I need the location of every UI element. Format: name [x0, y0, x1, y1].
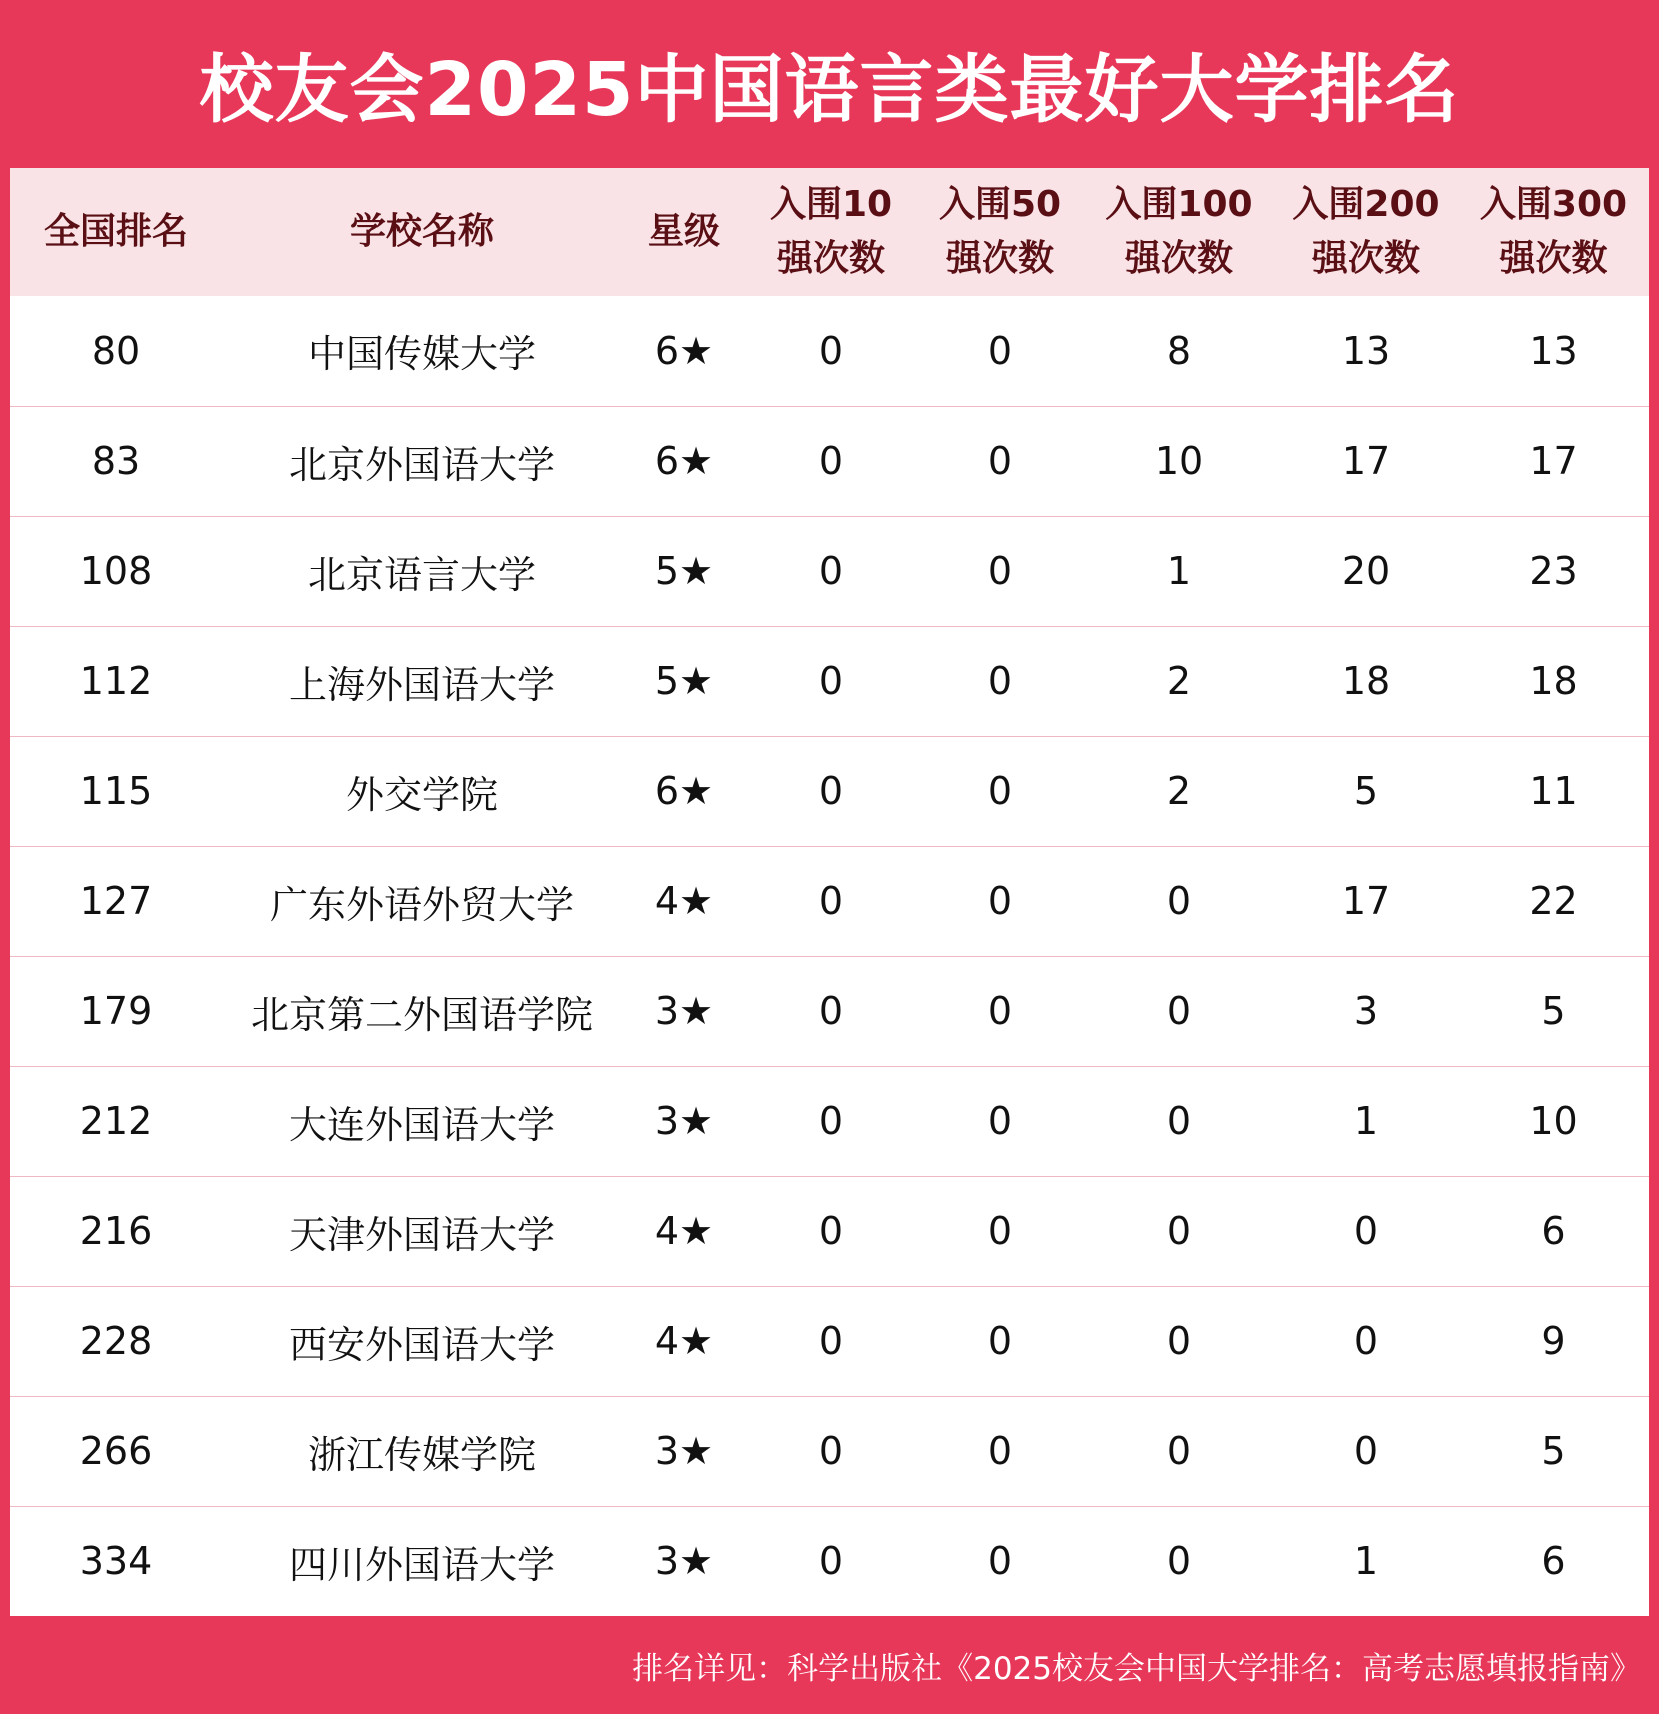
cell-top50: 0	[916, 626, 1084, 736]
cell-school-name: 大连外国语大学	[222, 1066, 622, 1176]
cell-top10: 0	[746, 1396, 916, 1506]
cell-top300: 13	[1458, 296, 1649, 406]
ranking-table-panel	[10, 168, 1649, 1616]
cell-top50: 0	[916, 1396, 1084, 1506]
header-national-rank: 全国排名	[43, 211, 188, 252]
cell-top100: 0	[1084, 1396, 1274, 1506]
cell-top200: 0	[1274, 1396, 1458, 1506]
cell-top100: 0	[1084, 846, 1274, 956]
cell-top50: 0	[916, 846, 1084, 956]
table-body	[10, 296, 1649, 1616]
cell-top200: 13	[1274, 296, 1458, 406]
cell-school-name: 北京第二外国语学院	[222, 956, 622, 1066]
table-row	[10, 1066, 1649, 1176]
cell-school-name: 广东外语外贸大学	[222, 846, 622, 956]
cell-rank: 266	[10, 1396, 222, 1506]
header-top200-count: 入围200 强次数	[1292, 184, 1440, 279]
table-header-row	[10, 168, 1649, 296]
cell-top10: 0	[746, 956, 916, 1066]
table-row	[10, 846, 1649, 956]
cell-top100: 1	[1084, 516, 1274, 626]
cell-star-level: 3★	[622, 1066, 746, 1176]
table-row	[10, 1176, 1649, 1286]
cell-top200: 3	[1274, 956, 1458, 1066]
cell-top200: 17	[1274, 406, 1458, 516]
cell-top10: 0	[746, 626, 916, 736]
cell-top100: 10	[1084, 406, 1274, 516]
table-row	[10, 1396, 1649, 1506]
cell-star-level: 4★	[622, 1176, 746, 1286]
cell-star-level: 4★	[622, 1286, 746, 1396]
cell-top100: 2	[1084, 626, 1274, 736]
cell-star-level: 5★	[622, 626, 746, 736]
cell-top300: 5	[1458, 956, 1649, 1066]
cell-school-name: 四川外国语大学	[288, 1542, 555, 1587]
cell-top300: 23	[1458, 516, 1649, 626]
header-top10-count: 入围10 强次数	[769, 184, 893, 279]
cell-top300: 11	[1458, 736, 1649, 846]
cell-top300: 6	[1541, 1539, 1566, 1584]
cell-top10: 0	[746, 846, 916, 956]
cell-top200: 20	[1274, 516, 1458, 626]
cell-rank: 80	[10, 296, 222, 406]
cell-top100: 0	[1084, 1286, 1274, 1396]
cell-top50: 0	[987, 1539, 1013, 1584]
cell-top100: 8	[1084, 296, 1274, 406]
cell-top200: 0	[1274, 1286, 1458, 1396]
cell-top300: 6	[1458, 1176, 1649, 1286]
cell-top50: 0	[916, 296, 1084, 406]
cell-top10: 0	[746, 296, 916, 406]
cell-top100: 2	[1084, 736, 1274, 846]
header-top50-count: 入围50 强次数	[938, 184, 1062, 279]
table-row	[10, 296, 1649, 406]
cell-star-level: 6★	[622, 296, 746, 406]
cell-rank: 228	[10, 1286, 222, 1396]
cell-top100: 0	[1166, 1539, 1192, 1584]
cell-top300: 18	[1458, 626, 1649, 736]
cell-top10: 0	[746, 1286, 916, 1396]
cell-rank: 212	[10, 1066, 222, 1176]
cell-star-level: 3★	[622, 956, 746, 1066]
header-top100-count: 入围100 强次数	[1105, 184, 1253, 279]
source-footnote: 排名详见：科学出版社《2025校友会中国大学排名：高考志愿填报指南》	[632, 1650, 1641, 1687]
cell-top10: 0	[746, 1176, 916, 1286]
cell-top100: 0	[1084, 956, 1274, 1066]
cell-top10: 0	[746, 406, 916, 516]
cell-top10: 0	[818, 1539, 844, 1584]
cell-school-name: 上海外国语大学	[222, 626, 622, 736]
cell-school-name: 外交学院	[222, 736, 622, 846]
table-row	[10, 1286, 1649, 1396]
cell-star-level: 6★	[622, 406, 746, 516]
cell-rank: 334	[79, 1539, 153, 1584]
table-row	[10, 626, 1649, 736]
table-row	[10, 736, 1649, 846]
cell-top50: 0	[916, 516, 1084, 626]
cell-top10: 0	[746, 736, 916, 846]
cell-star-level: 3★	[622, 1396, 746, 1506]
cell-top100: 0	[1084, 1066, 1274, 1176]
cell-rank: 108	[10, 516, 222, 626]
cell-school-name: 浙江传媒学院	[222, 1396, 622, 1506]
cell-star-level: 3★	[654, 1539, 714, 1584]
cell-top200: 17	[1274, 846, 1458, 956]
cell-rank: 83	[10, 406, 222, 516]
cell-top200: 0	[1274, 1176, 1458, 1286]
cell-top100: 0	[1084, 1176, 1274, 1286]
table-row	[10, 406, 1649, 516]
ranking-table	[10, 168, 1649, 1616]
cell-top50: 0	[916, 406, 1084, 516]
cell-rank: 179	[10, 956, 222, 1066]
cell-star-level: 6★	[622, 736, 746, 846]
table-row	[10, 956, 1649, 1066]
cell-rank: 115	[10, 736, 222, 846]
header-star-level: 星级	[647, 211, 720, 252]
cell-top300: 10	[1458, 1066, 1649, 1176]
cell-top50: 0	[916, 956, 1084, 1066]
cell-school-name: 北京语言大学	[222, 516, 622, 626]
cell-star-level: 4★	[622, 846, 746, 956]
cell-school-name: 西安外国语大学	[222, 1286, 622, 1396]
cell-top200: 18	[1274, 626, 1458, 736]
cell-rank: 127	[10, 846, 222, 956]
cell-top300: 17	[1458, 406, 1649, 516]
cell-top300: 22	[1458, 846, 1649, 956]
header-top300-count: 入围300 强次数	[1479, 184, 1628, 279]
table-row	[10, 1506, 1649, 1616]
cell-top50: 0	[916, 1066, 1084, 1176]
cell-top200: 5	[1274, 736, 1458, 846]
table-row	[10, 516, 1649, 626]
cell-top300: 5	[1458, 1396, 1649, 1506]
cell-top50: 0	[916, 1286, 1084, 1396]
cell-rank: 112	[10, 626, 222, 736]
cell-top50: 0	[916, 736, 1084, 846]
cell-top10: 0	[746, 516, 916, 626]
cell-rank: 216	[10, 1176, 222, 1286]
page-title: 校友会2025中国语言类最好大学排名	[199, 47, 1460, 133]
header-school-name: 学校名称	[349, 211, 494, 252]
cell-top300: 9	[1458, 1286, 1649, 1396]
cell-school-name: 中国传媒大学	[222, 296, 622, 406]
cell-school-name: 天津外国语大学	[222, 1176, 622, 1286]
cell-top200: 1	[1353, 1539, 1379, 1584]
cell-school-name: 北京外国语大学	[222, 406, 622, 516]
cell-star-level: 5★	[622, 516, 746, 626]
cell-top10: 0	[746, 1066, 916, 1176]
cell-top50: 0	[916, 1176, 1084, 1286]
cell-top200: 1	[1274, 1066, 1458, 1176]
